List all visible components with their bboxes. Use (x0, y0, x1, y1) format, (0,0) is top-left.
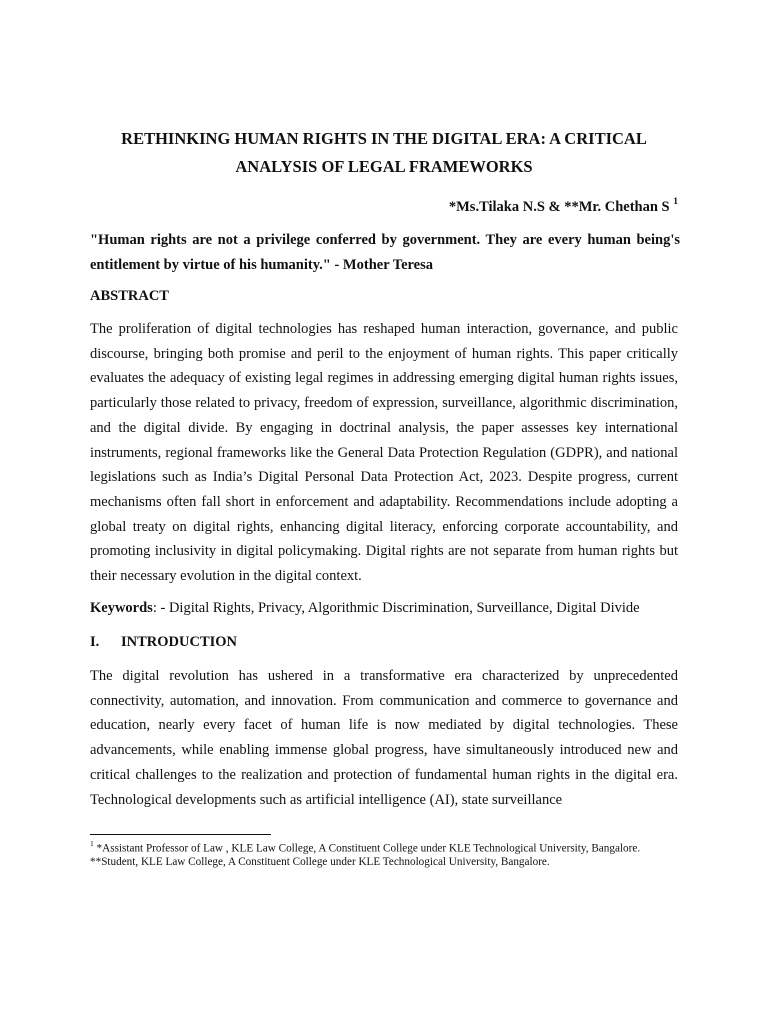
introduction-heading (90, 632, 237, 652)
abstract-heading: ABSTRACT (90, 288, 169, 304)
footnote-2: **Student, KLE Law College, A Constituent College under KLE Technological University, Bangalore. (90, 855, 550, 868)
footnote-mark: 1 (90, 839, 94, 848)
abstract-body: The proliferation of digital technologies has reshaped human interaction, governance, and public discourse, bringing both promise and peril to the enjoyment of human rights. This paper critically evaluates the adequacy of existing legal regimes in addressing emerging digital human rights issues, particularly those related to privacy, freedom of expression, surveillance, algorithmic discrimination, and the digital divide. By engaging in doctrinal analysis, the paper assesses key international instruments, regional frameworks like the General Data Protection Regulation (GDPR), and national legislations such as India’s Digital Personal Data Protection Act, 2023. Despite progress, current mechanisms often fall short in enforcement and adaptability. Recommendations include adopting a global treaty on digital rights, enhancing digital literacy, enforcing corporate accountability, and promoting inclusivity in digital policymaking. Digital rights are not separate from human rights but their necessary evolution in the digital context. (90, 321, 678, 585)
introduction-body: The digital revolution has ushered in a transformative era characterized by unprecedented connectivity, automation, and innovation. From communication and commerce to governance and education, nearly every facet of human life is now mediated by digital technologies. These advancements, while enabling immense global progress, have simultaneously introduced new and critical challenges to the realization and protection of fundamental human rights in the digital era. Technological developments such as artificial intelligence (AI), state surveillance (90, 668, 678, 808)
keywords-line (90, 598, 690, 618)
section-number: I. (90, 634, 100, 650)
author-names: *Ms.Tilaka N.S & **Mr. Chethan S (448, 198, 670, 215)
section-title: INTRODUCTION (121, 634, 238, 650)
author-line (449, 193, 678, 217)
footnote-divider (90, 834, 271, 835)
paper-title: RETHINKING HUMAN RIGHTS IN THE DIGITAL ERA: A CRITICAL ANALYSIS OF LEGAL FRAMEWORKS (121, 129, 647, 176)
epigraph-quote: "Human rights are not a privilege conferred by government. They are every human being's entitlement by virtue of his humanity." - Mother Teresa (90, 232, 680, 273)
author-footnote-mark: 1 (673, 197, 678, 207)
footnotes (90, 838, 678, 869)
keywords-label: Keywords (90, 600, 153, 616)
keywords-text: : - Digital Rights, Privacy, Algorithmic Discrimination, Surveillance, Digital Divide (152, 600, 640, 616)
footnote-1-text: *Assistant Professor of Law , KLE Law College, A Constituent College under KLE Technological University, Bangalore. (93, 842, 641, 855)
footnote-1 (90, 838, 678, 856)
